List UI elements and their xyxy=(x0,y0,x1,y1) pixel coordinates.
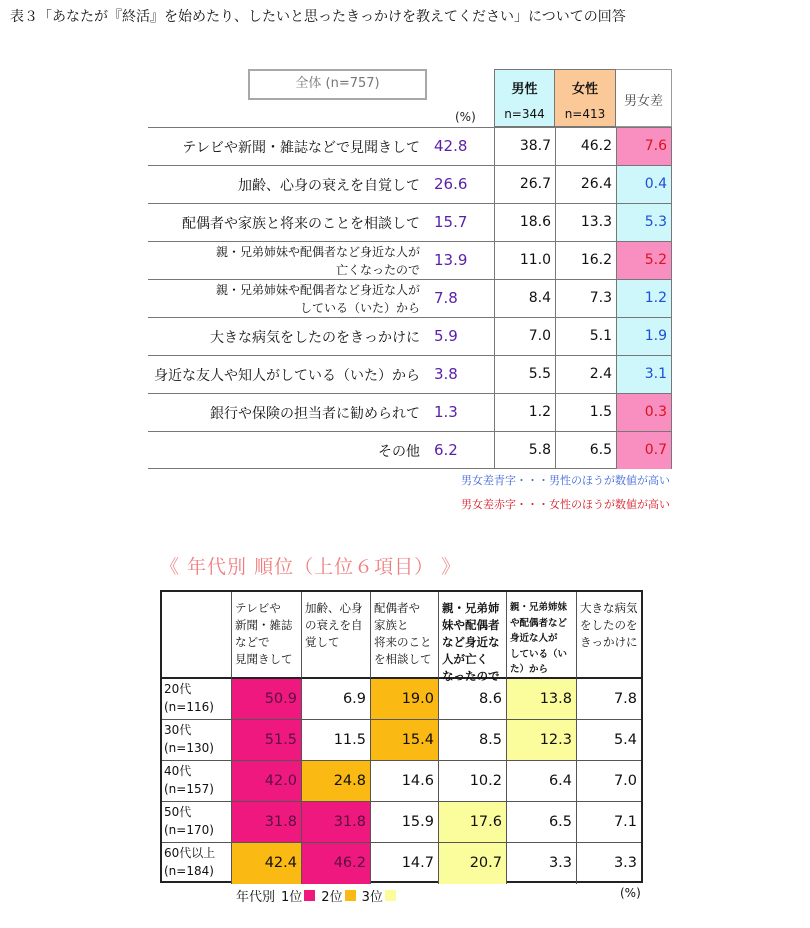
column-header-line: 家族と xyxy=(374,618,409,632)
diff-value: 5.3 xyxy=(616,204,672,241)
female-value: 6.5 xyxy=(555,432,616,469)
total-value: 5.9 xyxy=(434,327,458,345)
table-row xyxy=(148,431,672,469)
column-header xyxy=(577,592,641,679)
age-label xyxy=(162,802,232,843)
corner-cell xyxy=(162,592,232,679)
column-header-line: など身近な xyxy=(442,635,500,649)
female-value: 16.2 xyxy=(555,242,616,279)
male-value: 8.4 xyxy=(494,280,555,317)
table-row xyxy=(148,317,672,355)
age-group: 50代 xyxy=(164,805,192,819)
column-header-line: 身近な人が xyxy=(510,633,558,644)
legend-rank3-label: 3位 xyxy=(361,890,383,905)
female-header-n: n=413 xyxy=(564,107,606,121)
column-header-line: や配偶者など xyxy=(510,617,568,629)
male-header xyxy=(494,69,555,127)
table-cell: 24.8 xyxy=(302,761,371,802)
male-value: 26.7 xyxy=(494,166,555,203)
column-header xyxy=(439,592,507,683)
unit-label: (%) xyxy=(455,110,476,124)
row-label-line2: している（いた）から xyxy=(299,300,420,315)
column-header-line: なったので xyxy=(442,669,500,683)
column-header-line: 見聞きして xyxy=(235,652,293,666)
male-header-n: n=344 xyxy=(504,107,545,121)
female-value: 5.1 xyxy=(555,318,616,355)
table-cell: 10.2 xyxy=(439,761,507,802)
age-label xyxy=(162,679,232,720)
legend-rank1-swatch xyxy=(304,890,315,901)
male-value: 38.7 xyxy=(494,128,555,165)
table-cell: 3.3 xyxy=(507,843,577,884)
male-value: 7.0 xyxy=(494,318,555,355)
table-row xyxy=(148,241,672,279)
table-row xyxy=(148,355,672,393)
row-label: テレビや新聞・雑誌などで見聞きして xyxy=(182,139,420,156)
table-row xyxy=(148,127,672,165)
age-label xyxy=(162,720,232,761)
diff-value: 1.9 xyxy=(616,318,672,355)
female-value: 1.5 xyxy=(555,394,616,431)
total-value: 13.9 xyxy=(434,251,468,269)
legend-rank1-label: 1位 xyxy=(281,890,303,905)
row-label xyxy=(130,280,420,317)
table-cell: 31.8 xyxy=(232,802,302,843)
female-header xyxy=(555,69,616,127)
rank-legend xyxy=(236,886,402,905)
column-header xyxy=(232,592,302,679)
row-label: 配偶者や家族と将来のことを相談して xyxy=(182,215,420,232)
column-header-line: テレビや xyxy=(235,601,281,615)
table-cell: 11.5 xyxy=(302,720,371,761)
table-cell: 8.5 xyxy=(439,720,507,761)
male-header-name: 男性 xyxy=(511,82,538,97)
male-value: 5.8 xyxy=(494,432,555,469)
column-header-line: を相談して xyxy=(374,652,432,666)
column-header xyxy=(371,592,439,679)
table-cell: 19.0 xyxy=(371,679,439,720)
total-value: 6.2 xyxy=(434,441,458,459)
diff-value: 1.2 xyxy=(616,280,672,317)
column-header-line: 覚して xyxy=(305,635,340,649)
column-header-line: の衰えを自 xyxy=(305,618,363,632)
column-header-line: きっかけに xyxy=(580,635,638,649)
male-value: 11.0 xyxy=(494,242,555,279)
male-value: 18.6 xyxy=(494,204,555,241)
column-header xyxy=(302,592,371,679)
column-header-line: 加齢、心身 xyxy=(305,601,363,615)
total-value: 26.6 xyxy=(434,175,468,193)
table-cell: 46.2 xyxy=(302,843,371,884)
table-row xyxy=(148,203,672,241)
age-label xyxy=(162,843,232,884)
row-label: 身近な友人や知人がしている（いた）から xyxy=(154,367,420,384)
table-cell: 6.5 xyxy=(507,802,577,843)
age-label xyxy=(162,761,232,802)
diff-header xyxy=(616,69,672,127)
table-cell: 14.6 xyxy=(371,761,439,802)
table-cell: 42.4 xyxy=(232,843,302,884)
age-group: 20代 xyxy=(164,682,192,696)
row-label-line2: 亡くなったので xyxy=(335,262,420,277)
table-cell: 42.0 xyxy=(232,761,302,802)
column-header-line: などで xyxy=(235,635,270,649)
age-n: (n=116) xyxy=(164,700,214,714)
unit-label-2: (%) xyxy=(620,886,641,900)
diff-header-name: 男女差 xyxy=(623,94,663,109)
total-value: 3.8 xyxy=(434,365,458,383)
table-row xyxy=(148,393,672,431)
column-header-line: 大きな病気 xyxy=(580,601,638,615)
row-label: その他 xyxy=(378,443,420,460)
table-cell: 7.0 xyxy=(577,761,641,802)
age-ranking-table xyxy=(160,590,643,883)
row-label: 大きな病気をしたのをきっかけに xyxy=(210,329,420,346)
male-value: 1.2 xyxy=(494,394,555,431)
total-value: 15.7 xyxy=(434,213,468,231)
table-cell: 5.4 xyxy=(577,720,641,761)
column-header-line: 親・兄弟姉妹 xyxy=(510,602,568,613)
female-header-name: 女性 xyxy=(571,82,598,97)
table-cell: 15.4 xyxy=(371,720,439,761)
total-header: 全体 (n=757) xyxy=(248,69,427,100)
legend-rank2-swatch xyxy=(345,890,356,901)
age-n: (n=184) xyxy=(164,864,214,878)
age-group: 60代以上 xyxy=(164,846,216,860)
legend-rank3-swatch xyxy=(385,890,396,901)
age-n: (n=130) xyxy=(164,741,214,755)
legend-rank2-label: 2位 xyxy=(321,890,343,905)
table-cell: 51.5 xyxy=(232,720,302,761)
note-blue: 男女差青字・・・男性のほうが数値が高い xyxy=(461,474,670,487)
total-value: 1.3 xyxy=(434,403,458,421)
column-header-line: た）から xyxy=(510,664,549,675)
page-title: 表３「あなたが『終活』を始めたり、したいと思ったきっかけを教えてください」についての回答 xyxy=(10,9,626,25)
column-header-line: 配偶者や xyxy=(374,601,420,615)
table-cell: 15.9 xyxy=(371,802,439,843)
diff-value: 7.6 xyxy=(616,128,672,165)
table-row xyxy=(148,165,672,203)
table-cell: 7.8 xyxy=(577,679,641,720)
age-n: (n=170) xyxy=(164,823,214,837)
table-cell: 6.9 xyxy=(302,679,371,720)
column-header-line: 妹や配偶者 xyxy=(442,618,500,632)
diff-value: 5.2 xyxy=(616,242,672,279)
column-header xyxy=(507,592,577,679)
row-label-line1: 親・兄弟姉妹や配偶者など身近な人が xyxy=(215,282,420,297)
diff-value: 0.3 xyxy=(616,394,672,431)
table-cell: 31.8 xyxy=(302,802,371,843)
table-cell: 20.7 xyxy=(439,843,507,884)
table-cell: 14.7 xyxy=(371,843,439,884)
row-label xyxy=(130,242,420,279)
column-header-line: 人が亡く xyxy=(442,652,488,666)
legend-label: 年代別 xyxy=(236,890,276,905)
female-value: 46.2 xyxy=(555,128,616,165)
age-n: (n=157) xyxy=(164,782,214,796)
section-title: 《 年代別 順位（上位６項目） 》 xyxy=(160,556,462,578)
row-label: 加齢、心身の衰えを自覚して xyxy=(238,177,420,194)
age-group: 30代 xyxy=(164,723,192,737)
diff-value: 3.1 xyxy=(616,356,672,393)
diff-value: 0.4 xyxy=(616,166,672,203)
table-cell: 8.6 xyxy=(439,679,507,720)
table-cell: 7.1 xyxy=(577,802,641,843)
table-cell: 13.8 xyxy=(507,679,577,720)
total-value: 7.8 xyxy=(434,289,458,307)
row-label: 銀行や保険の担当者に勧められて xyxy=(210,405,420,422)
diff-value: 0.7 xyxy=(616,432,672,469)
table-cell: 50.9 xyxy=(232,679,302,720)
table-cell: 12.3 xyxy=(507,720,577,761)
female-value: 26.4 xyxy=(555,166,616,203)
column-header-line: 新聞・雑誌 xyxy=(235,618,293,632)
age-group: 40代 xyxy=(164,764,192,778)
note-red: 男女差赤字・・・女性のほうが数値が高い xyxy=(461,498,670,511)
table-cell: 17.6 xyxy=(439,802,507,843)
total-value: 42.8 xyxy=(434,137,468,155)
female-value: 2.4 xyxy=(555,356,616,393)
female-value: 7.3 xyxy=(555,280,616,317)
male-value: 5.5 xyxy=(494,356,555,393)
column-header-line: をしたのを xyxy=(580,618,638,632)
column-header-line: 将来のこと xyxy=(374,635,432,649)
column-header-line: 親・兄弟姉 xyxy=(442,601,500,615)
female-value: 13.3 xyxy=(555,204,616,241)
row-label-line1: 親・兄弟姉妹や配偶者など身近な人が xyxy=(215,244,420,259)
table-row xyxy=(148,279,672,317)
table-cell: 6.4 xyxy=(507,761,577,802)
table-cell: 3.3 xyxy=(613,855,637,871)
column-header-line: している（い xyxy=(510,648,568,660)
